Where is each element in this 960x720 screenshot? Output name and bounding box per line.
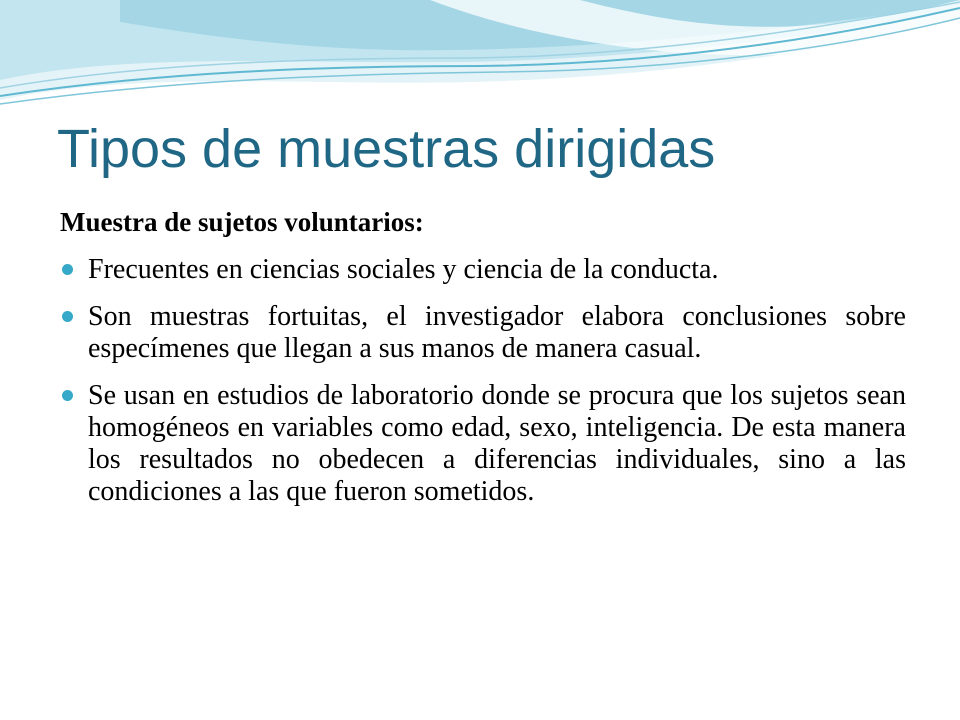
bullet-dot-icon [62,264,73,275]
bullet-list [60,254,906,508]
bullet-text: Son muestras fortuitas, el investigador elabora conclusiones sobre especímenes que llegan a sus manos de manera casual. [88,301,906,364]
list-item [60,380,906,508]
list-item [60,254,906,286]
subheading: Muestra de sujetos voluntarios: [60,207,424,237]
header-wave-decoration [0,0,960,120]
bullet-dot-icon [62,311,73,322]
list-item [60,301,906,365]
bullet-text: Frecuentes en ciencias sociales y ciencia de la conducta. [88,254,719,285]
slide-title: Tipos de muestras dirigidas [57,119,716,179]
slide-content [60,204,906,523]
bullet-text: Se usan en estudios de laboratorio donde se procura que los sujetos sean homogéneos en variables como edad, sexo, inteligencia. De esta manera los resultados no obedecen a diferencias individuales, sino a las condiciones a las que fueron sometidos. [88,380,906,507]
bullet-dot-icon [62,390,73,401]
